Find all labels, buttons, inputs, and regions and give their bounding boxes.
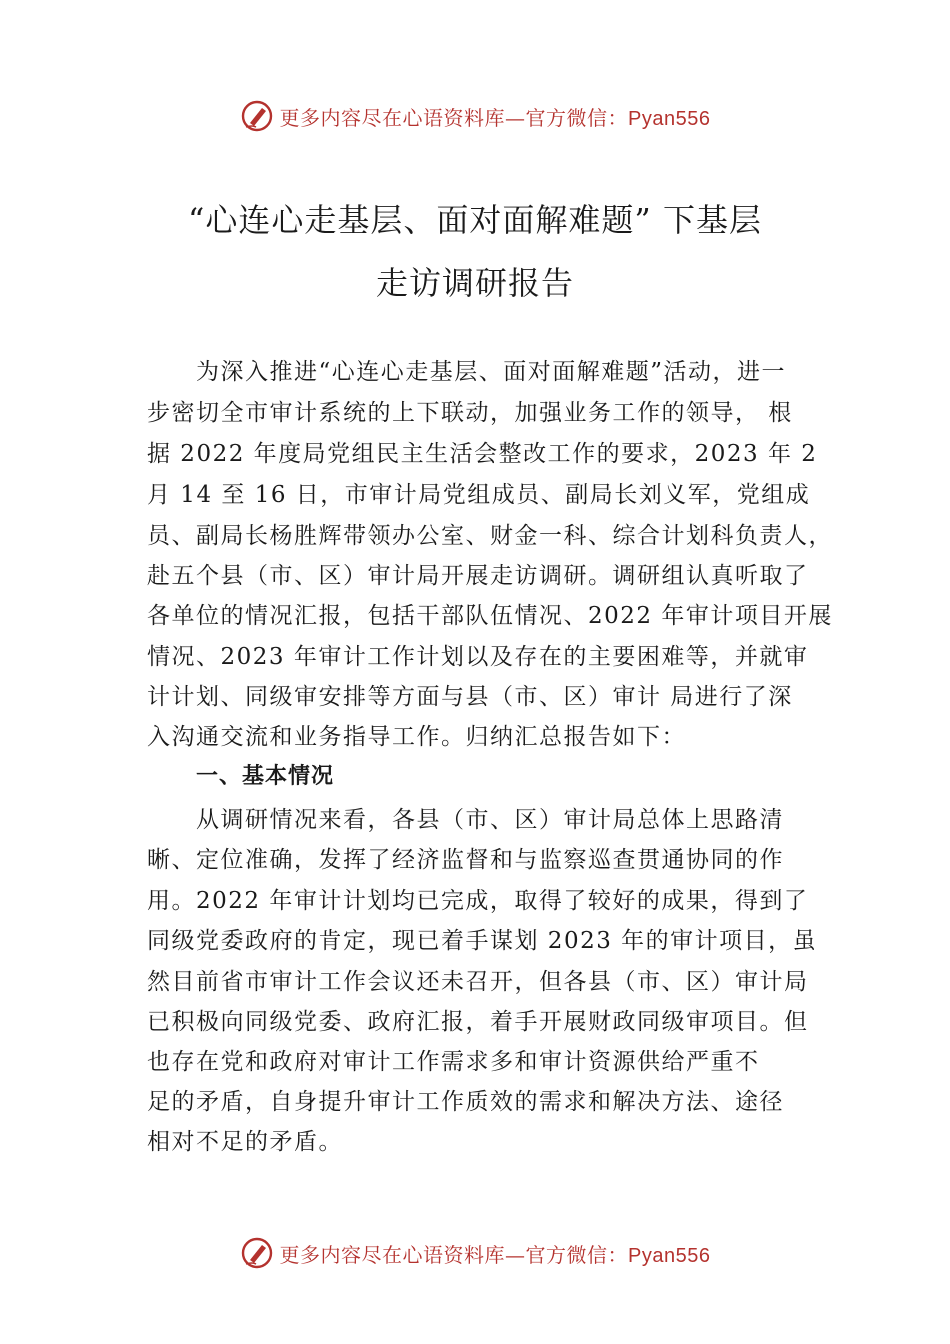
watermark-text: 更多内容尽在心语资料库—官方微信：Pyan556 — [279, 1242, 711, 1267]
pen-circle-logo-icon — [240, 99, 274, 133]
footer-watermark — [0, 1233, 950, 1273]
intro-line: 步密切全市审计系统的上下联动，加强业务工作的领导， 根 — [147, 400, 793, 426]
intro-line: 为深入推进“心连心走基层、面对面解难题”活动，进一 — [196, 359, 787, 385]
intro-line: 各单位的情况汇报，包括干部队伍情况、2022 年审计项目开展 — [147, 603, 833, 629]
document-title-line-1: “心连心走基层、面对面解难题” 下基层 — [188, 201, 762, 239]
intro-line: 据 2022 年度局党组民主生活会整改工作的要求，2023 年 2 — [147, 441, 818, 467]
intro-line: 情况、2023 年审计工作计划以及存在的主要困难等，并就审 — [147, 644, 809, 670]
section-line: 同级党委政府的肯定，现已着手谋划 2023 年的审计项目，虽 — [147, 928, 818, 954]
section-line: 足的矛盾，自身提升审计工作质效的需求和解决方法、途径 — [147, 1089, 784, 1115]
section-heading: 一、基本情况 — [196, 764, 335, 789]
section-line: 从调研情况来看，各县（市、区）审计局总体上思路清 — [196, 807, 784, 833]
section-line: 然目前省市审计工作会议还未召开，但各县（市、区）审计局 — [147, 969, 809, 995]
intro-line: 月 14 至 16 日，市审计局党组成员、副局长刘义军，党组成 — [147, 482, 811, 508]
section-line: 已积极向同级党委、政府汇报，着手开展财政同级审项目。但 — [147, 1009, 809, 1035]
section-line: 也存在党和政府对审计工作需求多和审计资源供给严重不 — [147, 1049, 760, 1075]
section-line: 相对不足的矛盾。 — [147, 1129, 343, 1155]
pen-circle-logo-icon — [240, 1236, 274, 1270]
header-watermark — [0, 96, 950, 136]
document-title-line-2: 走访调研报告 — [375, 264, 574, 302]
intro-line: 员、副局长杨胜辉带领办公室、财金一科、综合计划科负责人， — [147, 523, 833, 549]
intro-line: 赴五个县（市、区）审计局开展走访调研。调研组认真听取了 — [147, 563, 809, 589]
section-line: 晰、定位准确，发挥了经济监督和与监察巡查贯通协同的作 — [147, 847, 784, 873]
intro-line: 入沟通交流和业务指导工作。归纳汇总报告如下： — [147, 724, 686, 750]
section-line: 用。2022 年审计计划均已完成，取得了较好的成果，得到了 — [147, 888, 809, 914]
intro-line: 计计划、同级审安排等方面与县（市、区）审计 局进行了深 — [147, 684, 793, 710]
watermark-text: 更多内容尽在心语资料库—官方微信：Pyan556 — [279, 105, 711, 130]
